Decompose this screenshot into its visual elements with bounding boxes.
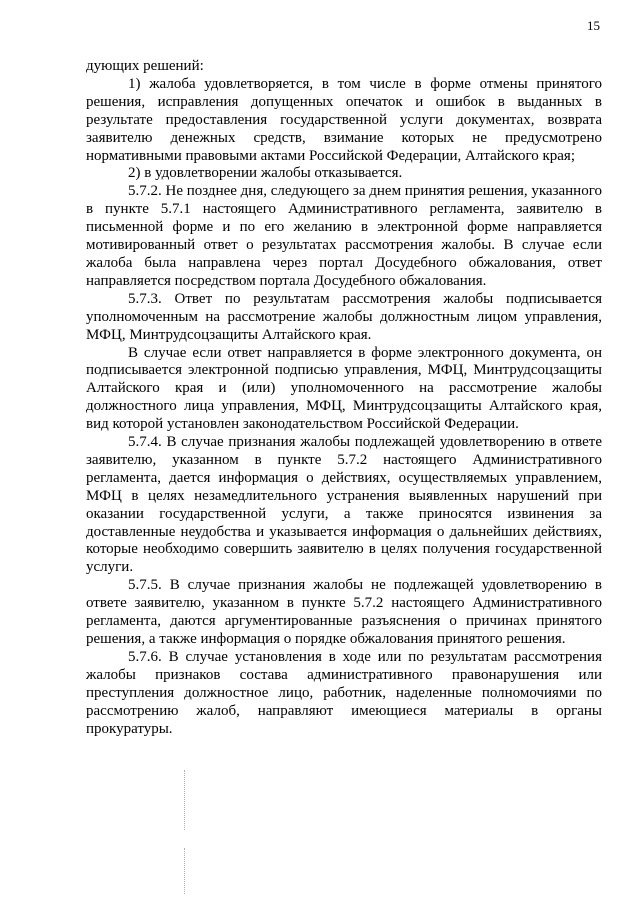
paragraph-electronic-signature: В случае если ответ направляется в форме электронного документа, он подписывается электронной подписью управления, МФЦ, Минтрудсоцзащиты Алтайского края и (или) уполномоченного на рассмотрение жалобы должностного лица управления, МФЦ, Минтрудсоцзащиты Алтайского края, вид которой установлен законодательством Российской Федерации.	[86, 344, 602, 433]
scan-margin-mark	[184, 770, 185, 830]
paragraph-5-7-2: 5.7.2. Не позднее дня, следующего за днем принятия решения, указанного в пункте 5.7.1 настоящего Административного регламента, заявителю в письменной форме и по его желанию в электронной форме направляется мотивированный ответ о результатах рассмотрения жалобы. В случае если жалоба была направлена через портал Досудебного обжалования, ответ направляется посредством портала Досудебного обжалования.	[86, 183, 602, 289]
paragraph-item-1: 1) жалоба удовлетворяется, в том числе в форме отмены принятого решения, исправления допущенных опечаток и ошибок в выданных в результате предоставления государственной услуги документах, возврата заявителю денежных средств, взимание которых не предусмотрено нормативными правовыми актами Российской Федерации, Алтайского края;	[86, 75, 602, 164]
document-body	[86, 58, 602, 738]
paragraph-5-7-5: 5.7.5. В случае признания жалобы не подлежащей удовлетворению в ответе заявителю, указанном в пункте 5.7.2 настоящего Административного регламента, даются аргументированные разъяснения о причинах принятого решения, а также информация о порядке обжалования принятого решения.	[86, 577, 602, 647]
paragraph-item-2: 2) в удовлетворении жалобы отказывается.	[128, 165, 403, 182]
paragraph-continuation: дующих решений:	[86, 58, 204, 74]
paragraph-5-7-6: 5.7.6. В случае установления в ходе или по результатам рассмотрения жалобы признаков состава административного правонарушения или преступления должностное лицо, работник, наделенные полномочиями по рассмотрению жалоб, направляют имеющиеся материалы в органы прокуратуры.	[86, 648, 602, 737]
paragraph-5-7-4: 5.7.4. В случае признания жалобы подлежащей удовлетворению в ответе заявителю, указанном в пункте 5.7.2 настоящего Административного регламента, дается информация о действиях, осуществляемых управлением, МФЦ в целях незамедлительного устранения выявленных нарушений при оказании государственной услуги, а также приносятся извинения за доставленные неудобства и указывается информация о дальнейших действиях, которые необходимо совершить заявителю в целях получения государственной услуги.	[86, 434, 602, 576]
page-number: 15	[587, 18, 600, 33]
scan-margin-mark	[184, 848, 185, 894]
paragraph-5-7-3: 5.7.3. Ответ по результатам рассмотрения жалобы подписывается уполномоченным на рассмотрение жалобы должностным лицом управления, МФЦ, Минтрудсоцзащиты Алтайского края.	[86, 290, 602, 343]
